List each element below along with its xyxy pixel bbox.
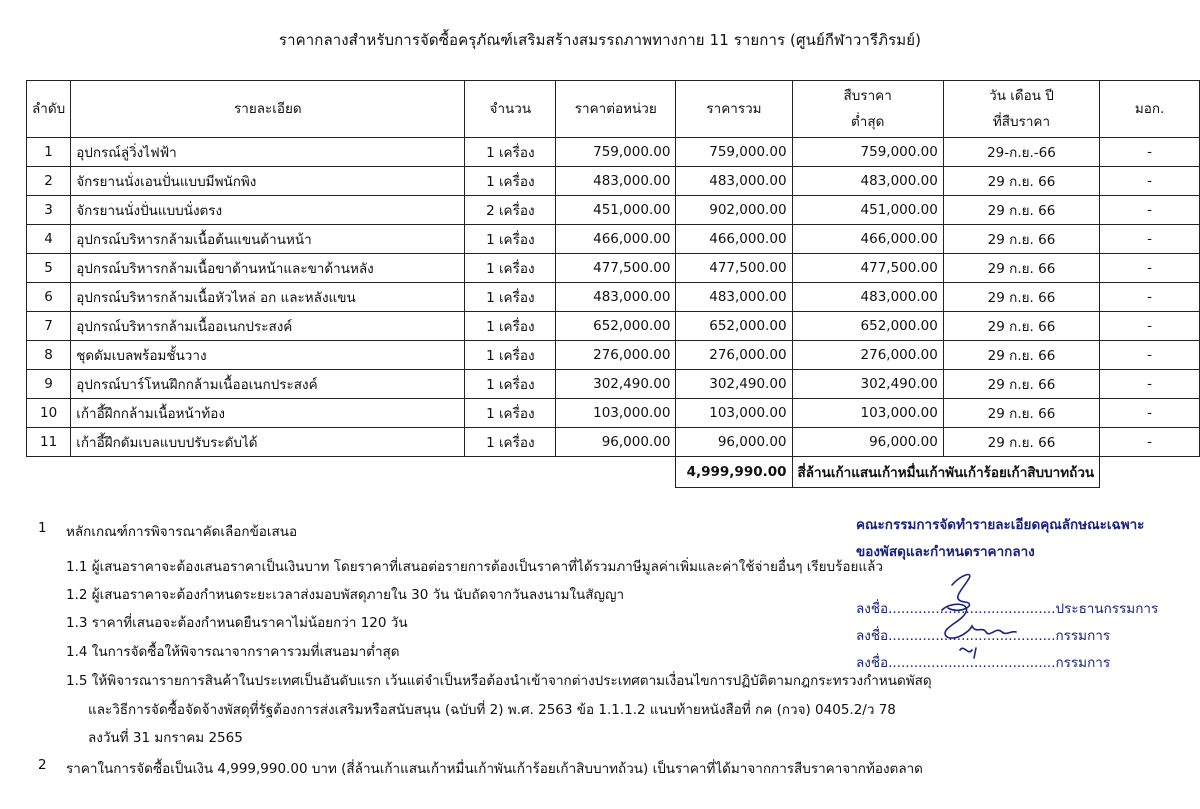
grand-total: 4,999,990.00 [676, 457, 792, 488]
criteria-title: หลักเกณฑ์การพิจารณาคัดเลือกข้อเสนอ [66, 524, 298, 540]
signature-chairman: ลงชื่อ.......................................ประธานกรรมการ [856, 601, 1159, 617]
cell-detail: เก้าอี้ฝึกกล้ามเนื้อหน้าท้อง [71, 399, 465, 428]
cell-survey-date: 29 ก.ย. 66 [943, 196, 1099, 225]
cell-lowest-price: 483,000.00 [792, 283, 943, 312]
signature-member-1: ลงชื่อ.......................................กรรมการ [856, 628, 1111, 644]
header-unit-price: ราคาต่อหน่วย [556, 81, 676, 138]
cell-no: 7 [27, 312, 71, 341]
member2-signature-mark [960, 648, 976, 658]
cell-total: 483,000.00 [676, 167, 792, 196]
cell-unit-price: 96,000.00 [556, 428, 676, 457]
cell-tis: - [1100, 254, 1200, 283]
cell-qty: 1 เครื่อง [465, 370, 556, 399]
signature-member-2: ลงชื่อ.......................................กรรมการ [856, 655, 1111, 671]
cell-total: 483,000.00 [676, 283, 792, 312]
cell-detail: อุปกรณ์บริหารกล้ามเนื้อต้นแขนด้านหน้า [71, 225, 465, 254]
committee-heading-2: ของพัสดุและกำหนดราคากลาง [856, 544, 1035, 560]
cell-survey-date: 29-ก.ย.-66 [943, 138, 1099, 167]
cell-no: 9 [27, 370, 71, 399]
cell-qty: 2 เครื่อง [465, 196, 556, 225]
cell-survey-date: 29 ก.ย. 66 [943, 428, 1099, 457]
committee-heading: คณะกรรมการจัดทำรายละเอียดคุณลักษณะเฉพาะ [856, 517, 1145, 533]
cell-detail: จักรยานนั่งปั่นแบบนั่งตรง [71, 196, 465, 225]
header-total: ราคารวม [676, 81, 792, 138]
cell-unit-price: 483,000.00 [556, 283, 676, 312]
criteria-1-4: 1.4 ในการจัดซื้อให้พิจารณาจากราคารวมที่เสนอมาต่ำสุด [66, 644, 400, 660]
cell-total: 466,000.00 [676, 225, 792, 254]
cell-total: 302,490.00 [676, 370, 792, 399]
grand-total-words: สี่ล้านเก้าแสนเก้าหมื่นเก้าพันเก้าร้อยเก้าสิบบาทถ้วน [792, 457, 1100, 488]
cell-tis: - [1100, 399, 1200, 428]
cell-survey-date: 29 ก.ย. 66 [943, 254, 1099, 283]
cell-lowest-price: 302,490.00 [792, 370, 943, 399]
cell-unit-price: 302,490.00 [556, 370, 676, 399]
table-row [27, 428, 1200, 457]
criteria-number-2: 2 [38, 757, 47, 773]
cell-no: 5 [27, 254, 71, 283]
cell-tis: - [1100, 341, 1200, 370]
cell-total: 276,000.00 [676, 341, 792, 370]
table-row [27, 370, 1200, 399]
document-title: ราคากลางสำหรับการจัดซื้อครุภัณฑ์เสริมสร้างสมรรถภาพทางกาย 11 รายการ (ศูนย์กีฬาวารีภิรมย์) [278, 31, 922, 49]
cell-qty: 1 เครื่อง [465, 428, 556, 457]
cell-detail: ชุดดัมเบลพร้อมชั้นวาง [71, 341, 465, 370]
cell-survey-date: 29 ก.ย. 66 [943, 167, 1099, 196]
criteria-1-5-date: ลงวันที่ 31 มกราคม 2565 [88, 730, 243, 746]
cell-lowest-price: 759,000.00 [792, 138, 943, 167]
cell-lowest-price: 652,000.00 [792, 312, 943, 341]
cell-total: 103,000.00 [676, 399, 792, 428]
cell-qty: 1 เครื่อง [465, 167, 556, 196]
cell-detail: เก้าอี้ฝึกดัมเบลแบบปรับระดับได้ [71, 428, 465, 457]
table-row [27, 167, 1200, 196]
cell-qty: 1 เครื่อง [465, 341, 556, 370]
cell-tis: - [1100, 225, 1200, 254]
cell-qty: 1 เครื่อง [465, 399, 556, 428]
cell-qty: 1 เครื่อง [465, 225, 556, 254]
criteria-1-2: 1.2 ผู้เสนอราคาจะต้องกำหนดระยะเวลาส่งมอบพัสดุภายใน 30 วัน นับถัดจากวันลงนามในสัญญา [66, 587, 625, 603]
criteria-1-5: 1.5 ให้พิจารณารายการสินค้าในประเทศเป็นอันดับแรก เว้นแต่จำเป็นหรือต้องนำเข้าจากต่างประเทศตามเงื่อนไขการปฏิบัติตามกฎกระทรวงกำหนดพัสดุ [66, 673, 932, 689]
criteria-number-1: 1 [38, 520, 47, 536]
cell-lowest-price: 103,000.00 [792, 399, 943, 428]
header-detail: รายละเอียด [71, 81, 465, 138]
criteria-1-1: 1.1 ผู้เสนอราคาจะต้องเสนอราคาเป็นเงินบาท โดยราคาที่เสนอต่อรายการต้องเป็นราคาที่ได้รวมภาษีมูลค่าเพิ่มและค่าใช้จ่ายอื่นๆ เรียบร้อยแล้ว [66, 559, 883, 575]
cell-detail: จักรยานนั่งเอนปั่นแบบมีพนักพิง [71, 167, 465, 196]
cell-tis: - [1100, 312, 1200, 341]
cell-detail: อุปกรณ์บาร์โหนฝึกกล้ามเนื้ออเนกประสงค์ [71, 370, 465, 399]
cell-tis: - [1100, 428, 1200, 457]
price-table [26, 80, 1200, 488]
cell-lowest-price: 483,000.00 [792, 167, 943, 196]
header-lowest-price: สืบราคา ต่ำสุด [792, 81, 943, 138]
cell-unit-price: 759,000.00 [556, 138, 676, 167]
cell-unit-price: 276,000.00 [556, 341, 676, 370]
criteria-item-2: ราคาในการจัดซื้อเป็นเงิน 4,999,990.00 บาท (สี่ล้านเก้าแสนเก้าหมื่นเก้าพันเก้าร้อยเก้าสิบบาทถ้วน) เป็นราคาที่ได้มาจากการสืบราคาจากท้องตลาด [66, 761, 923, 777]
header-survey-date: วัน เดือน ปี ที่สืบราคา [943, 81, 1099, 138]
header-no: ลำดับ [27, 81, 71, 138]
cell-unit-price: 466,000.00 [556, 225, 676, 254]
cell-detail: อุปกรณ์ลู่วิ่งไฟฟ้า [71, 138, 465, 167]
criteria-1-5-cont: และวิธีการจัดซื้อจัดจ้างพัสดุที่รัฐต้องการส่งเสริมหรือสนับสนุน (ฉบับที่ 2) พ.ศ. 2563 ข้อ 1.1.1.2 แนบท้ายหนังสือที่ กค (กวจ) 0405.2/ว 78 [88, 702, 896, 718]
cell-total: 96,000.00 [676, 428, 792, 457]
cell-survey-date: 29 ก.ย. 66 [943, 370, 1099, 399]
cell-qty: 1 เครื่อง [465, 312, 556, 341]
cell-survey-date: 29 ก.ย. 66 [943, 399, 1099, 428]
cell-survey-date: 29 ก.ย. 66 [943, 312, 1099, 341]
table-row [27, 341, 1200, 370]
grand-total-row [27, 457, 1200, 488]
table-row [27, 254, 1200, 283]
cell-total: 759,000.00 [676, 138, 792, 167]
cell-qty: 1 เครื่อง [465, 254, 556, 283]
cell-unit-price: 451,000.00 [556, 196, 676, 225]
cell-tis: - [1100, 196, 1200, 225]
cell-total: 902,000.00 [676, 196, 792, 225]
cell-detail: อุปกรณ์บริหารกล้ามเนื้อขาด้านหน้าและขาด้านหลัง [71, 254, 465, 283]
cell-qty: 1 เครื่อง [465, 283, 556, 312]
table-header-row [27, 81, 1200, 138]
table-row [27, 399, 1200, 428]
handwritten-signatures [920, 560, 1040, 670]
cell-no: 10 [27, 399, 71, 428]
cell-lowest-price: 451,000.00 [792, 196, 943, 225]
cell-tis: - [1100, 167, 1200, 196]
cell-no: 1 [27, 138, 71, 167]
cell-unit-price: 477,500.00 [556, 254, 676, 283]
cell-tis: - [1100, 283, 1200, 312]
table-row [27, 312, 1200, 341]
cell-survey-date: 29 ก.ย. 66 [943, 225, 1099, 254]
cell-survey-date: 29 ก.ย. 66 [943, 283, 1099, 312]
cell-no: 11 [27, 428, 71, 457]
cell-tis: - [1100, 370, 1200, 399]
table-row [27, 225, 1200, 254]
criteria-1-3: 1.3 ราคาที่เสนอจะต้องกำหนดยืนราคาไม่น้อยกว่า 120 วัน [66, 615, 408, 631]
table-row [27, 283, 1200, 312]
cell-survey-date: 29 ก.ย. 66 [943, 341, 1099, 370]
cell-qty: 1 เครื่อง [465, 138, 556, 167]
cell-tis: - [1100, 138, 1200, 167]
cell-lowest-price: 276,000.00 [792, 341, 943, 370]
cell-no: 2 [27, 167, 71, 196]
cell-unit-price: 652,000.00 [556, 312, 676, 341]
header-tis: มอก. [1100, 81, 1200, 138]
cell-lowest-price: 477,500.00 [792, 254, 943, 283]
cell-total: 652,000.00 [676, 312, 792, 341]
cell-no: 6 [27, 283, 71, 312]
cell-no: 4 [27, 225, 71, 254]
cell-detail: อุปกรณ์บริหารกล้ามเนื้อหัวไหล่ อก และหลังแขน [71, 283, 465, 312]
cell-unit-price: 103,000.00 [556, 399, 676, 428]
header-qty: จำนวน [465, 81, 556, 138]
cell-detail: อุปกรณ์บริหารกล้ามเนื้ออเนกประสงค์ [71, 312, 465, 341]
cell-lowest-price: 96,000.00 [792, 428, 943, 457]
cell-no: 3 [27, 196, 71, 225]
cell-no: 8 [27, 341, 71, 370]
cell-unit-price: 483,000.00 [556, 167, 676, 196]
cell-lowest-price: 466,000.00 [792, 225, 943, 254]
table-row [27, 196, 1200, 225]
cell-total: 477,500.00 [676, 254, 792, 283]
table-row [27, 138, 1200, 167]
